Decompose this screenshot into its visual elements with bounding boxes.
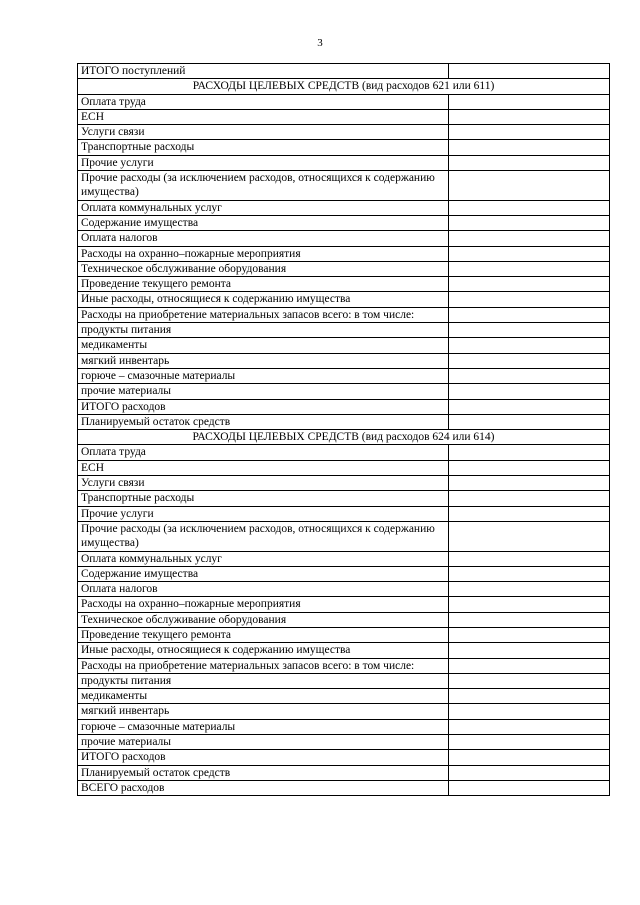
row-label: Проведение текущего ремонта bbox=[78, 277, 449, 292]
row-value-cell bbox=[449, 491, 610, 506]
row-label: мягкий инвентарь bbox=[78, 704, 449, 719]
row-label: Расходы на охранно–пожарные мероприятия bbox=[78, 597, 449, 612]
row-value-cell bbox=[449, 384, 610, 399]
row-label: Транспортные расходы bbox=[78, 140, 449, 155]
section-header-label: РАСХОДЫ ЦЕЛЕВЫХ СРЕДСТВ (вид расходов 624 или 614) bbox=[78, 430, 610, 445]
table-row bbox=[78, 353, 610, 368]
row-value-cell bbox=[449, 750, 610, 765]
row-value-cell bbox=[449, 246, 610, 261]
row-label: Оплата труда bbox=[78, 94, 449, 109]
row-label: Прочие услуги bbox=[78, 155, 449, 170]
row-label: Оплата налогов bbox=[78, 231, 449, 246]
table-row bbox=[78, 200, 610, 215]
table-row bbox=[78, 780, 610, 795]
row-label: горюче – смазочные материалы bbox=[78, 719, 449, 734]
row-label: продукты питания bbox=[78, 323, 449, 338]
row-label: прочие материалы bbox=[78, 384, 449, 399]
row-label: ВСЕГО расходов bbox=[78, 780, 449, 795]
row-label: Оплата коммунальных услуг bbox=[78, 200, 449, 215]
row-label: Проведение текущего ремонта bbox=[78, 627, 449, 642]
section-header-label: РАСХОДЫ ЦЕЛЕВЫХ СРЕДСТВ (вид расходов 621 или 611) bbox=[78, 79, 610, 94]
table-row bbox=[78, 323, 610, 338]
row-label: Прочие расходы (за исключением расходов, относящихся к содержанию имущества) bbox=[78, 171, 449, 201]
row-label: ИТОГО расходов bbox=[78, 750, 449, 765]
table-row bbox=[78, 643, 610, 658]
row-label: Техническое обслуживание оборудования bbox=[78, 261, 449, 276]
table-row bbox=[78, 384, 610, 399]
row-label: ЕСН bbox=[78, 109, 449, 124]
row-value-cell bbox=[449, 719, 610, 734]
table-row bbox=[78, 735, 610, 750]
row-value-cell bbox=[449, 658, 610, 673]
table-row bbox=[78, 94, 610, 109]
row-value-cell bbox=[449, 399, 610, 414]
table-row bbox=[78, 414, 610, 429]
row-label: Оплата коммунальных услуг bbox=[78, 551, 449, 566]
row-value-cell bbox=[449, 94, 610, 109]
row-value-cell bbox=[449, 368, 610, 383]
row-label: Оплата налогов bbox=[78, 582, 449, 597]
table-row bbox=[78, 673, 610, 688]
table-row bbox=[78, 64, 610, 79]
table-row bbox=[78, 627, 610, 642]
row-label: Содержание имущества bbox=[78, 566, 449, 581]
table-row bbox=[78, 658, 610, 673]
row-label: Техническое обслуживание оборудования bbox=[78, 612, 449, 627]
row-label: Расходы на приобретение материальных запасов всего: в том числе: bbox=[78, 658, 449, 673]
row-value-cell bbox=[449, 353, 610, 368]
table-row bbox=[78, 612, 610, 627]
table-row bbox=[78, 460, 610, 475]
row-label: Расходы на охранно–пожарные мероприятия bbox=[78, 246, 449, 261]
row-value-cell bbox=[449, 307, 610, 322]
table-row bbox=[78, 765, 610, 780]
table-row bbox=[78, 399, 610, 414]
row-label: медикаменты bbox=[78, 338, 449, 353]
row-label: Услуги связи bbox=[78, 125, 449, 140]
table-row bbox=[78, 125, 610, 140]
row-value-cell bbox=[449, 323, 610, 338]
row-label: мягкий инвентарь bbox=[78, 353, 449, 368]
row-value-cell bbox=[449, 597, 610, 612]
row-value-cell bbox=[449, 215, 610, 230]
row-value-cell bbox=[449, 171, 610, 201]
row-label: ИТОГО расходов bbox=[78, 399, 449, 414]
row-value-cell bbox=[449, 612, 610, 627]
table-row bbox=[78, 171, 610, 201]
table-row bbox=[78, 476, 610, 491]
row-value-cell bbox=[449, 780, 610, 795]
row-value-cell bbox=[449, 445, 610, 460]
row-label: прочие материалы bbox=[78, 735, 449, 750]
row-label: Услуги связи bbox=[78, 476, 449, 491]
table-row bbox=[78, 445, 610, 460]
row-value-cell bbox=[449, 200, 610, 215]
row-value-cell bbox=[449, 125, 610, 140]
row-value-cell bbox=[449, 551, 610, 566]
row-value-cell bbox=[449, 414, 610, 429]
row-value-cell bbox=[449, 460, 610, 475]
row-label: Транспортные расходы bbox=[78, 491, 449, 506]
row-value-cell bbox=[449, 765, 610, 780]
table-row bbox=[78, 704, 610, 719]
row-value-cell bbox=[449, 140, 610, 155]
row-value-cell bbox=[449, 735, 610, 750]
row-value-cell bbox=[449, 521, 610, 551]
table-row bbox=[78, 551, 610, 566]
table-row bbox=[78, 246, 610, 261]
row-value-cell bbox=[449, 292, 610, 307]
table-row bbox=[78, 307, 610, 322]
table-row bbox=[78, 338, 610, 353]
table-row bbox=[78, 215, 610, 230]
row-label: горюче – смазочные материалы bbox=[78, 368, 449, 383]
page-number: 3 bbox=[317, 37, 323, 49]
row-value-cell bbox=[449, 109, 610, 124]
table-row bbox=[78, 582, 610, 597]
table-row bbox=[78, 155, 610, 170]
table-row bbox=[78, 566, 610, 581]
table-row bbox=[78, 689, 610, 704]
table-row bbox=[78, 506, 610, 521]
row-label: Планируемый остаток средств bbox=[78, 765, 449, 780]
table-row bbox=[78, 719, 610, 734]
table-row bbox=[78, 368, 610, 383]
row-label: Иные расходы, относящиеся к содержанию имущества bbox=[78, 292, 449, 307]
row-label: Расходы на приобретение материальных запасов всего: в том числе: bbox=[78, 307, 449, 322]
budget-table bbox=[77, 63, 610, 796]
row-value-cell bbox=[449, 338, 610, 353]
row-value-cell bbox=[449, 506, 610, 521]
row-label: Планируемый остаток средств bbox=[78, 414, 449, 429]
row-label: продукты питания bbox=[78, 673, 449, 688]
table-row bbox=[78, 109, 610, 124]
row-value-cell bbox=[449, 231, 610, 246]
row-value-cell bbox=[449, 673, 610, 688]
row-value-cell bbox=[449, 64, 610, 79]
table-row bbox=[78, 491, 610, 506]
row-value-cell bbox=[449, 689, 610, 704]
row-label: Прочие услуги bbox=[78, 506, 449, 521]
row-value-cell bbox=[449, 627, 610, 642]
table-row bbox=[78, 292, 610, 307]
table-row bbox=[78, 277, 610, 292]
row-value-cell bbox=[449, 261, 610, 276]
budget-table-body bbox=[78, 64, 610, 796]
table-row bbox=[78, 231, 610, 246]
section-header-row bbox=[78, 79, 610, 94]
row-value-cell bbox=[449, 582, 610, 597]
table-row bbox=[78, 750, 610, 765]
table-row bbox=[78, 261, 610, 276]
row-value-cell bbox=[449, 476, 610, 491]
row-label: ИТОГО поступлений bbox=[78, 64, 449, 79]
table-row bbox=[78, 521, 610, 551]
row-label: медикаменты bbox=[78, 689, 449, 704]
row-value-cell bbox=[449, 155, 610, 170]
row-label: Прочие расходы (за исключением расходов, относящихся к содержанию имущества) bbox=[78, 521, 449, 551]
row-value-cell bbox=[449, 704, 610, 719]
row-label: Содержание имущества bbox=[78, 215, 449, 230]
row-value-cell bbox=[449, 277, 610, 292]
row-label: ЕСН bbox=[78, 460, 449, 475]
row-label: Иные расходы, относящиеся к содержанию имущества bbox=[78, 643, 449, 658]
row-value-cell bbox=[449, 643, 610, 658]
table-row bbox=[78, 140, 610, 155]
section-header-row bbox=[78, 430, 610, 445]
row-label: Оплата труда bbox=[78, 445, 449, 460]
row-value-cell bbox=[449, 566, 610, 581]
table-row bbox=[78, 597, 610, 612]
